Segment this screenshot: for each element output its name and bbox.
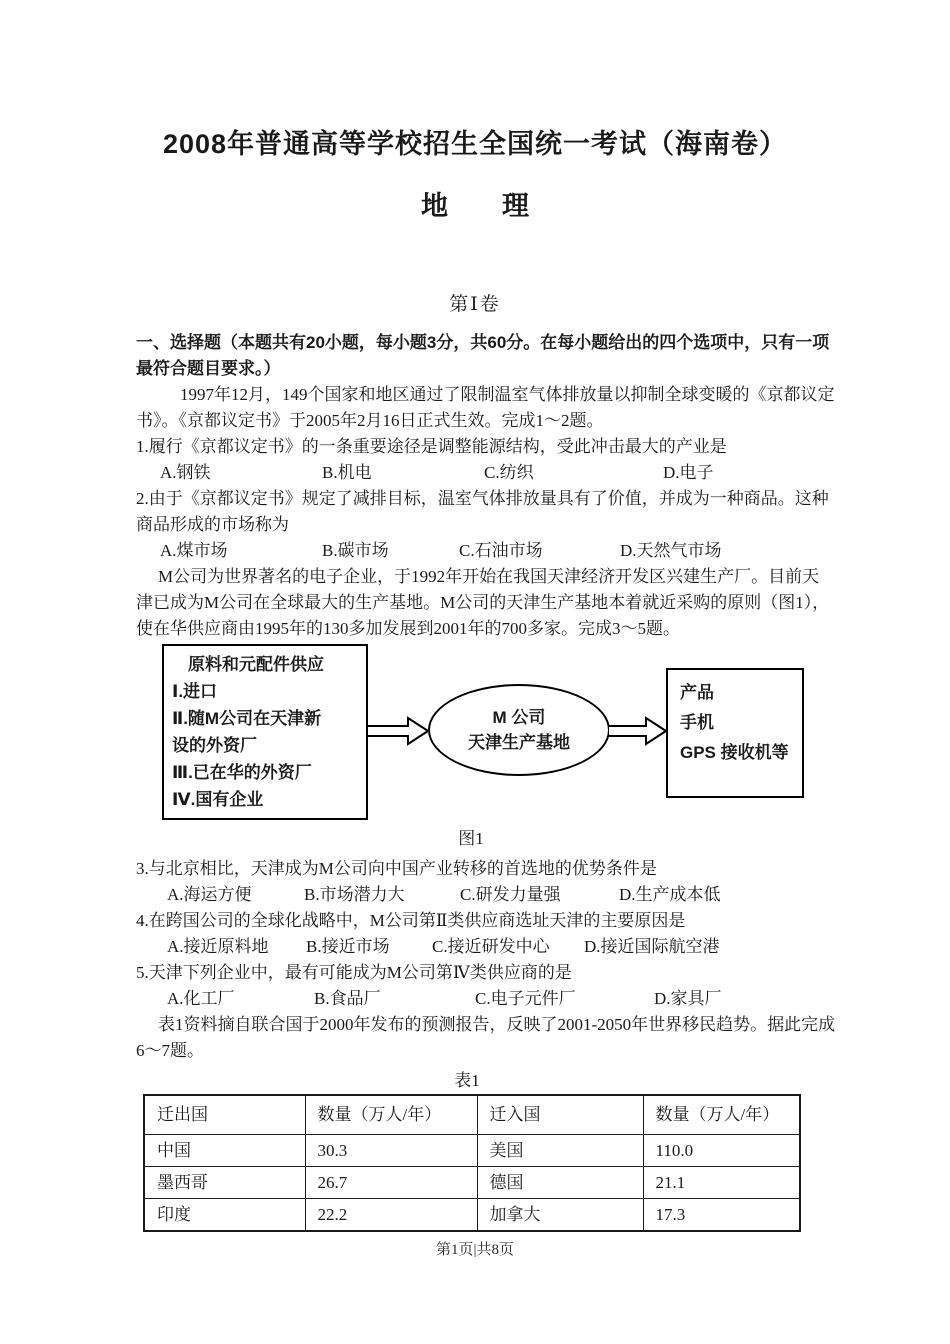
option-3d: D.生产成本低 <box>619 885 721 904</box>
option-2a: A.煤市场 <box>160 541 228 560</box>
table-row <box>144 1167 800 1199</box>
cell: 加拿大 <box>477 1199 643 1232</box>
option-1d: D.电子 <box>663 463 714 482</box>
option-3c: C.研发力量强 <box>460 885 561 904</box>
option-3a: A.海运方便 <box>167 885 252 904</box>
cell: 印度 <box>144 1199 305 1232</box>
option-2c: C.石油市场 <box>459 541 543 560</box>
option-1c: C.纺织 <box>484 463 534 482</box>
question-1-stem: 1.履行《京都议定书》的一条重要途径是调整能源结构，受此冲击最大的产业是 <box>136 437 727 456</box>
cell: 21.1 <box>643 1167 800 1199</box>
option-4a: A.接近原料地 <box>167 937 269 956</box>
passage-kyoto: 1997年12月，149个国家和地区通过了限制温室气体排放量以抑制全球变暖的《京都议定书》。《京都议定书》于2005年2月16日正式生效。完成1～2题。 <box>136 385 835 430</box>
passage-m-company: M公司为世界著名的电子企业，于1992年开始在我国天津经济开发区兴建生产厂。目前天津已成为M公司在全球最大的生产基地。M公司的天津生产基地本着就近采购的原则（图1），使在华供应商由1995年的130多加发展到2001年的700多家。完成3～5题。 <box>136 567 830 638</box>
cell: 26.7 <box>305 1167 477 1199</box>
instructions-text: 一、选择题（本题共有20小题，每小题3分，共60分。在每小题给出的四个选项中，只有一项最符合题目要求。） <box>136 333 830 378</box>
question-3-stem: 3.与北京相比，天津成为M公司向中国产业转移的首选地的优势条件是 <box>136 859 657 878</box>
option-4b: B.接近市场 <box>306 937 390 956</box>
section-heading: 第Ⅰ卷 <box>449 294 501 315</box>
supply-sources-box <box>162 644 368 820</box>
product-line-3: GPS 接收机等 <box>680 743 789 762</box>
supply-line-5: Ⅳ.国有企业 <box>172 790 264 809</box>
cell: 30.3 <box>305 1135 477 1167</box>
option-1a: A.钢铁 <box>160 463 211 482</box>
question-5-stem: 5.天津下列企业中，最有可能成为M公司第Ⅳ类供应商的是 <box>136 963 572 982</box>
option-2d: D.天然气市场 <box>620 541 722 560</box>
header-immigration-amount: 数量（万人/年） <box>643 1095 800 1135</box>
option-1b: B.机电 <box>322 463 372 482</box>
option-5b: B.食品厂 <box>314 989 381 1008</box>
header-immigration-country: 迁入国 <box>477 1095 643 1135</box>
question-2-stem: 2.由于《京都议定书》规定了减排目标，温室气体排放量具有了价值，并成为一种商品。这种商品形成的市场称为 <box>136 489 829 534</box>
table-header-row <box>144 1095 800 1135</box>
products-box <box>666 668 804 798</box>
passage-table-intro: 表1资料摘自联合国于2000年发布的预测报告，反映了2001-2050年世界移民趋势。据此完成6～7题。 <box>136 1015 836 1060</box>
right-arrow-icon <box>367 716 428 746</box>
table-1-caption: 表1 <box>454 1071 480 1090</box>
right-arrow-icon <box>608 716 666 746</box>
product-line-2: 手机 <box>680 713 714 732</box>
migration-table <box>143 1094 801 1232</box>
header-emigration-country: 迁出国 <box>144 1095 305 1135</box>
option-5c: C.电子元件厂 <box>475 989 576 1008</box>
table-row <box>144 1135 800 1167</box>
cell: 墨西哥 <box>144 1167 305 1199</box>
question-3-options <box>136 882 836 908</box>
cell: 德国 <box>477 1167 643 1199</box>
production-base-ellipse <box>428 684 610 776</box>
subject-title: 地 理 <box>421 191 529 221</box>
supply-line-4: Ⅲ.已在华的外资厂 <box>172 763 312 782</box>
question-4-options <box>136 934 836 960</box>
option-4d: D.接近国际航空港 <box>584 937 720 956</box>
supply-line-2: Ⅱ.随M公司在天津新 <box>172 709 322 728</box>
cell: 美国 <box>477 1135 643 1167</box>
option-2b: B.碳市场 <box>322 541 389 560</box>
figure-1-diagram <box>136 642 836 856</box>
cell: 22.2 <box>305 1199 477 1232</box>
option-4c: C.接近研发中心 <box>432 937 550 956</box>
table-row <box>144 1199 800 1232</box>
hub-line-1: M 公司 <box>492 708 546 727</box>
hub-line-2: 天津生产基地 <box>468 733 570 752</box>
cell: 中国 <box>144 1135 305 1167</box>
supply-box-title: 原料和元配件供应 <box>188 655 324 674</box>
figure-1-caption: 图1 <box>458 829 484 848</box>
question-4-stem: 4.在跨国公司的全球化战略中，M公司第Ⅱ类供应商选址天津的主要原因是 <box>136 911 686 930</box>
option-3b: B.市场潜力大 <box>304 885 405 904</box>
page-number: 第1页|共8页 <box>435 1242 514 1258</box>
supply-line-1: Ⅰ.进口 <box>172 682 218 701</box>
question-2-options <box>136 538 836 564</box>
question-5-options <box>136 986 836 1012</box>
option-5d: D.家具厂 <box>654 989 722 1008</box>
question-1-options <box>136 460 836 486</box>
product-line-1: 产品 <box>680 683 714 702</box>
cell: 17.3 <box>643 1199 800 1232</box>
header-emigration-amount: 数量（万人/年） <box>305 1095 477 1135</box>
exam-body <box>136 330 836 1232</box>
supply-line-3: 设的外资厂 <box>172 736 257 755</box>
cell: 110.0 <box>643 1135 800 1167</box>
page-title: 2008年普通高等学校招生全国统一考试（海南卷） <box>162 129 788 159</box>
option-5a: A.化工厂 <box>167 989 235 1008</box>
